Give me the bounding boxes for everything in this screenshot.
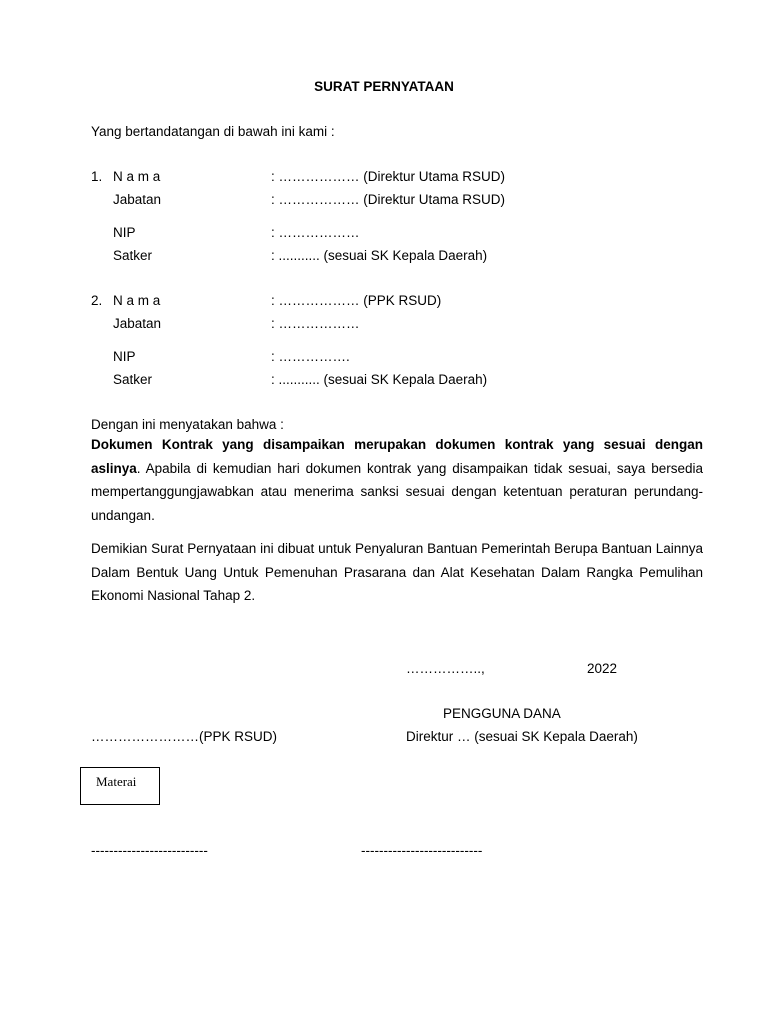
person-2-satker-value: : ........... (sesuai SK Kepala Daerah) [271,372,488,387]
closing-paragraph: Demikian Surat Pernyataan ini dibuat untuk Penyaluran Bantuan Pemerintah Berupa Bantuan Lainnya Dalam Bentuk Uang Untuk Pemenuhan Prasarana dan Alat Kesehatan Dalam Rangka Pemulihan Ekonomi Nasional Tahap 2. [91,541,703,603]
intro-text: Yang bertandatangan di bawah ini kami : [91,124,335,139]
person-2-jabatan-label: Jabatan [113,316,162,331]
person-2-nip-label: NIP [113,349,136,364]
person-1-nip-label: NIP [113,225,136,240]
statement-bold-text: Dokumen Kontrak yang disampaikan merupakan dokumen kontrak yang sesuai dengan aslinya [91,437,703,476]
document-title: SURAT PERNYATAAN [314,79,454,94]
right-signature-line: --------------------------- [361,843,483,858]
person-2-nip-value: : ……………. [271,349,350,364]
right-signatory-name: Direktur … (sesuai SK Kepala Daerah) [406,729,638,744]
left-signatory-name: ……………………(PPK RSUD) [91,729,278,744]
person-2-satker-label: Satker [113,372,153,387]
statement-intro: Dengan ini menyatakan bahwa : [91,417,284,432]
person-1-nama-value: : ……………… (Direktur Utama RSUD) [271,169,506,184]
person-1-satker-label: Satker [113,248,153,263]
person-1-number: 1. [91,169,103,184]
person-2-nama-label: N a m a [113,293,161,308]
statement-paragraph [91,433,703,527]
materai-label: Materai [96,774,137,789]
left-signature-line: -------------------------- [91,843,208,858]
pengguna-dana-heading: PENGGUNA DANA [443,706,561,721]
signature-year: 2022 [587,661,618,676]
person-1-satker-value: : ........... (sesuai SK Kepala Daerah) [271,248,488,263]
person-1-nip-value: : ……………… [271,225,360,240]
person-1-nama-label: N a m a [113,169,161,184]
statement-rest-text: . Apabila di kemudian hari dokumen kontrak yang disampaikan tidak sesuai, saya bersedia mempertanggungjawabkan atau menerima sanksi sesuai dengan ketentuan peraturan perundang-undangan. [91,460,703,523]
person-1-jabatan-label: Jabatan [113,192,162,207]
person-2-nama-value: : ……………… (PPK RSUD) [271,293,442,308]
person-2-number: 2. [91,293,103,308]
person-1-jabatan-value: : ……………… (Direktur Utama RSUD) [271,192,506,207]
person-2-jabatan-value: : ……………… [271,316,360,331]
signature-place: …………….., [406,661,485,676]
materai-stamp-box [80,767,160,805]
